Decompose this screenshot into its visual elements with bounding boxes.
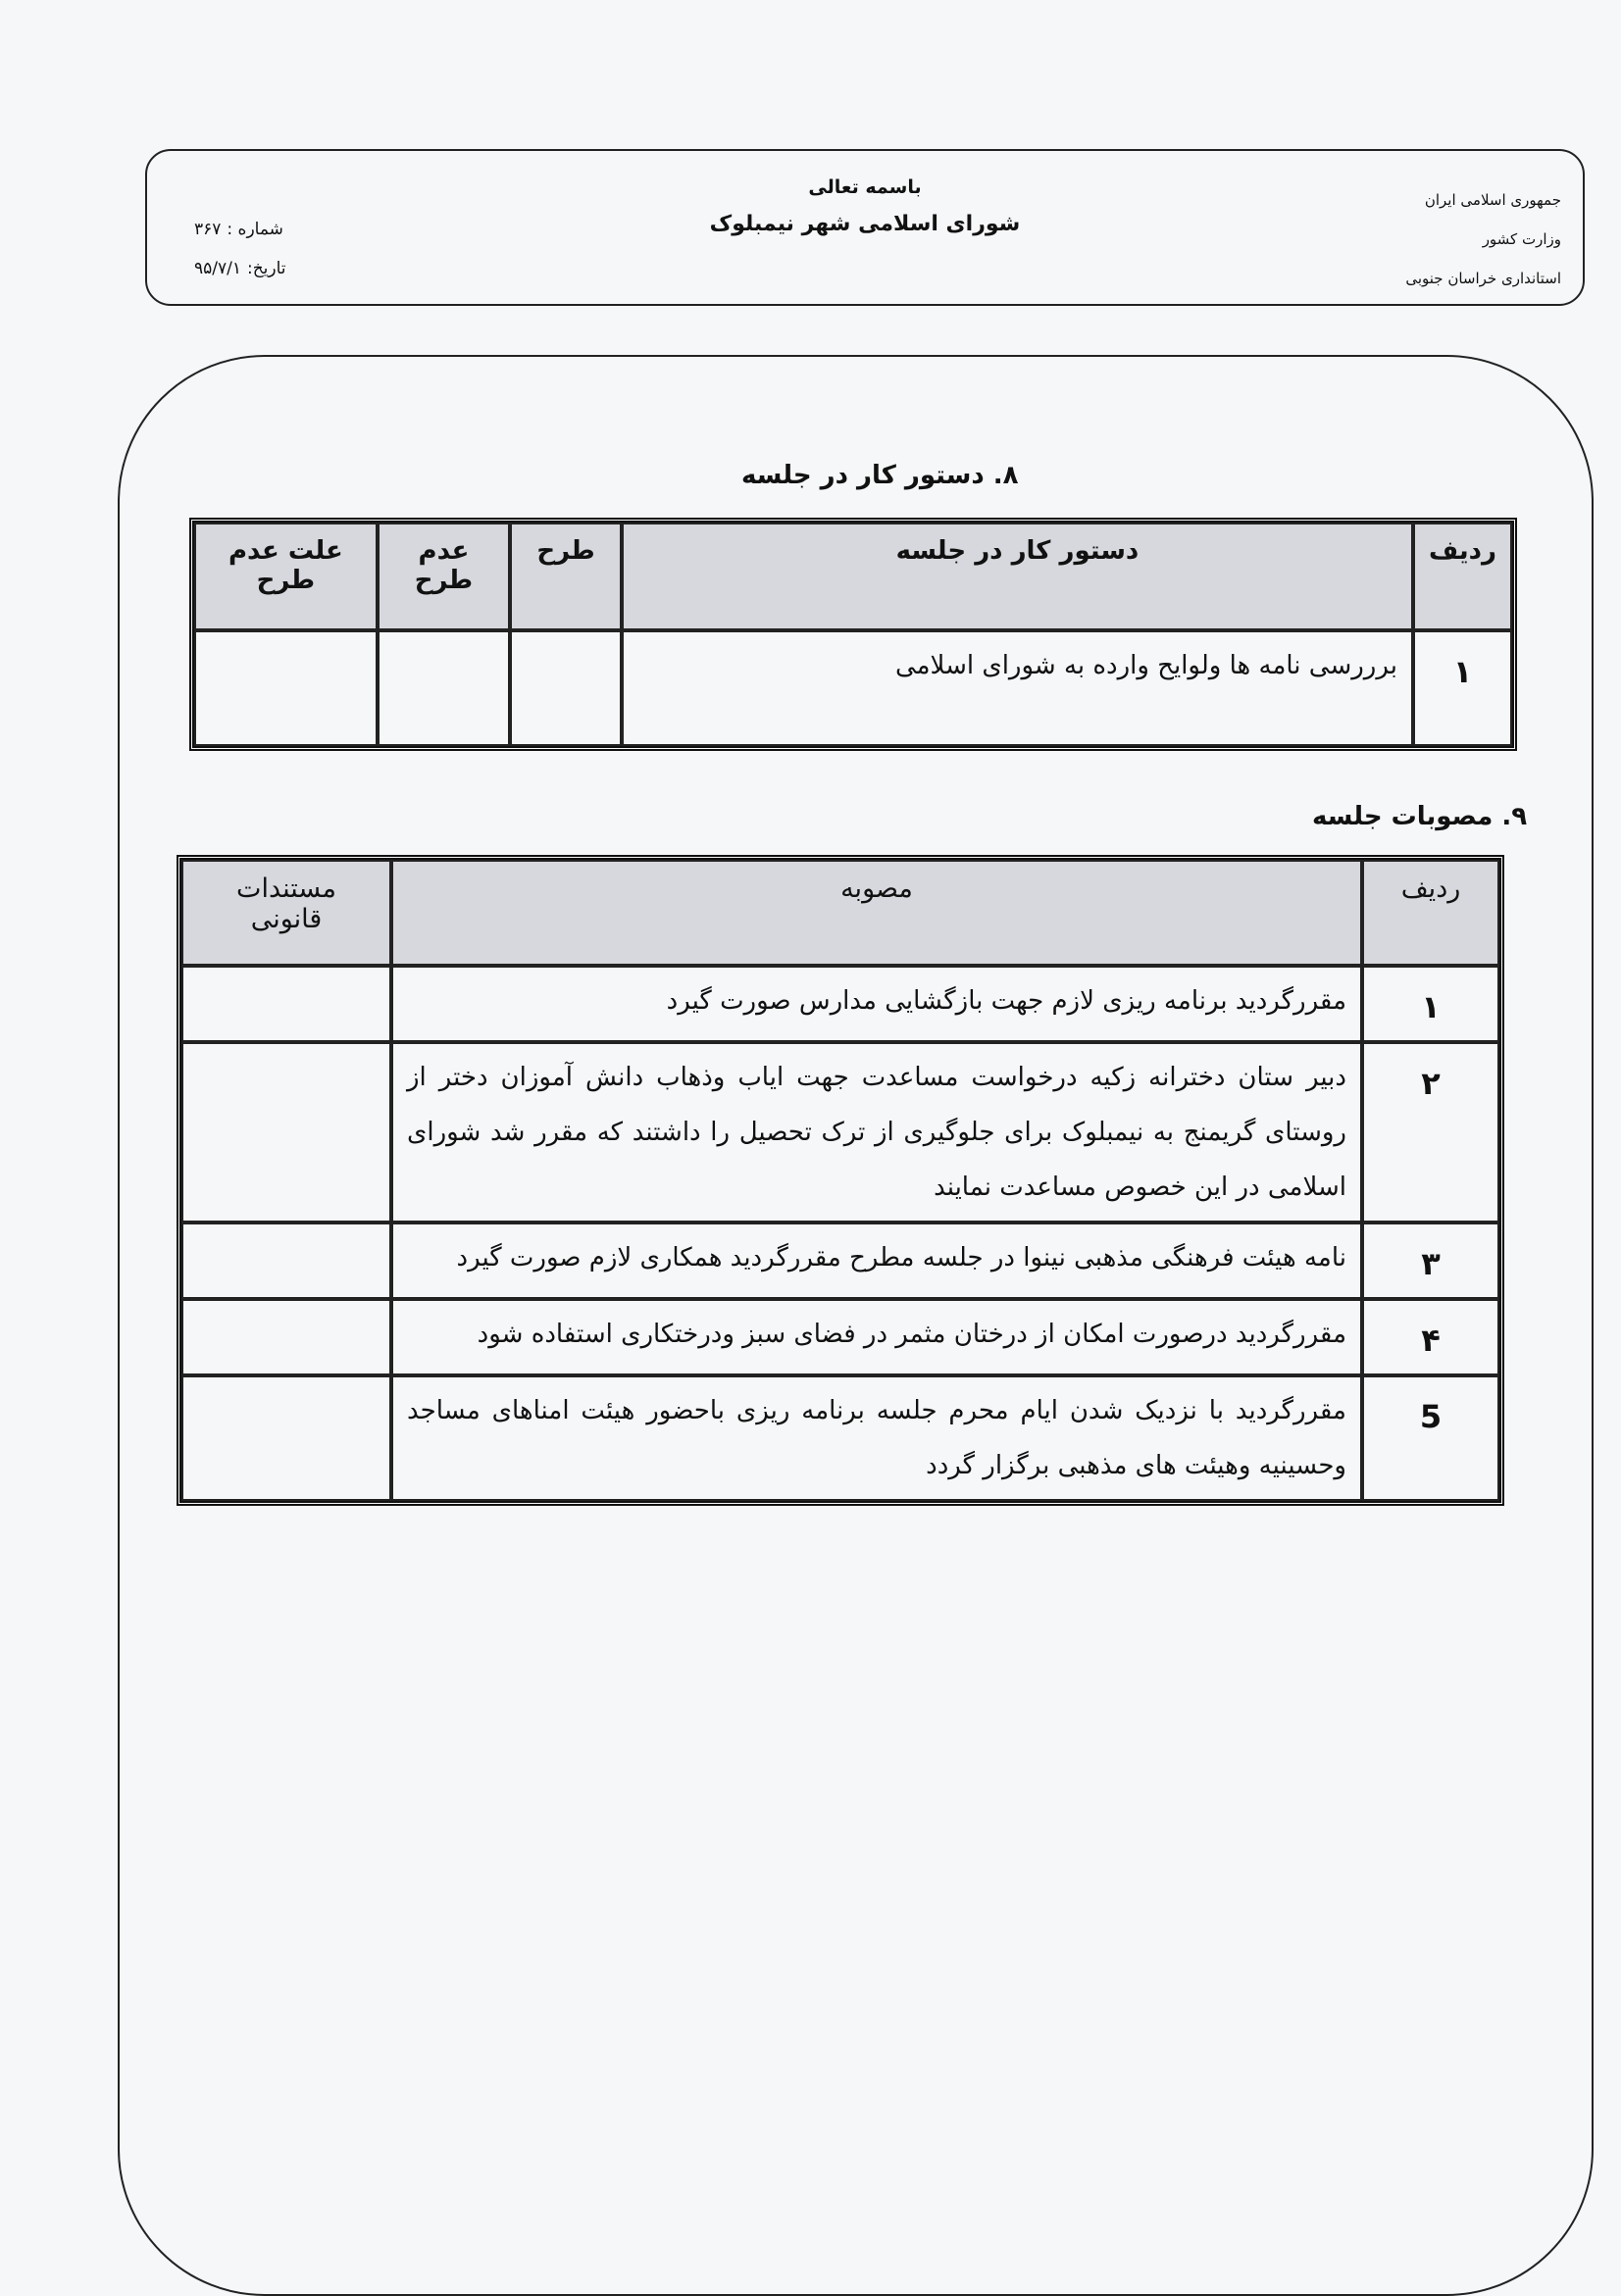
col-row-number: ردیف [1362,860,1499,966]
issuer-line: استانداری خراسان جنوبی [1405,270,1561,287]
date-value: ۹۵/۷/۱ [194,259,241,278]
legal-docs-cell [181,1299,391,1375]
issuer-line: وزارت کشور [1482,230,1561,248]
number-row [194,210,469,249]
number-label: شماره : [227,220,283,239]
proposed-cell [510,630,622,746]
row-number: ۱ [1413,630,1512,746]
not-proposed-cell [378,630,510,746]
row-number: ۳ [1362,1223,1499,1299]
date-row [194,249,469,288]
table-row [181,1299,1499,1375]
letterhead [145,149,1585,306]
row-number: ۱ [1362,966,1499,1042]
col-resolution: مصوبه [391,860,1362,966]
table-row [181,1375,1499,1501]
table-row [181,966,1499,1042]
table-row [181,1042,1499,1223]
number-value: ۳۶۷ [194,220,222,239]
row-number: ۲ [1362,1042,1499,1223]
agenda-table [189,518,1517,751]
date-label: تاریخ: [246,259,286,278]
table-row [194,630,1512,746]
resolutions-title: ۹. مصوبات جلسه [1312,802,1528,831]
col-row-number: ردیف [1413,523,1512,630]
legal-docs-cell [181,1042,391,1223]
legal-docs-cell [181,966,391,1042]
invocation: باسمه تعالی [808,176,922,198]
reason-cell [194,630,378,746]
issuer-line: جمهوری اسلامی ایران [1424,191,1561,209]
agenda-title: ۸. دستور کار در جلسه [741,461,1019,490]
agenda-header-row [194,523,1512,630]
legal-docs-cell [181,1375,391,1501]
col-not-proposed: عدم طرح [378,523,510,630]
resolution-text: مقررگردید با نزدیک شدن ایام محرم جلسه برنامه ریزی باحضور هیئت امناهای مساجد وحسینیه وهیئت های مذهبی برگزار گردد [391,1375,1362,1501]
council-name: شورای اسلامی شهر نیمبلوک [709,212,1021,236]
resolution-text: نامه هیئت فرهنگی مذهبی نینوا در جلسه مطرح مقررگردید همکاری لازم صورت گیرد [391,1223,1362,1299]
col-legal-documents: مستندات قانونی [181,860,391,966]
legal-docs-cell [181,1223,391,1299]
agenda-item-text: برررسی نامه ها ولوایح وارده به شورای اسلامی [622,630,1413,746]
col-agenda-item: دستور کار در جلسه [622,523,1413,630]
resolutions-header-row [181,860,1499,966]
row-number: ۴ [1362,1299,1499,1375]
resolution-text: مقررگردید درصورت امکان از درختان مثمر در فضای سبز ودرختکاری استفاده شود [391,1299,1362,1375]
col-reason-not-proposed: علت عدم طرح [194,523,378,630]
reference-block [194,210,469,288]
resolutions-table [177,855,1504,1506]
resolution-text: دبیر ستان دخترانه زکیه درخواست مساعدت جهت ایاب وذهاب دانش آموزان دختر از روستای گریمنج به نیمبلوک برای جلوگیری از ترک تحصیل را داشتند که مقرر شد شورای اسلامی در این خصوص مساعدت نمایند [391,1042,1362,1223]
resolution-text: مقررگردید برنامه ریزی لازم جهت بازگشایی مدارس صورت گیرد [391,966,1362,1042]
row-number: 5 [1362,1375,1499,1501]
col-proposed: طرح [510,523,622,630]
table-row [181,1223,1499,1299]
